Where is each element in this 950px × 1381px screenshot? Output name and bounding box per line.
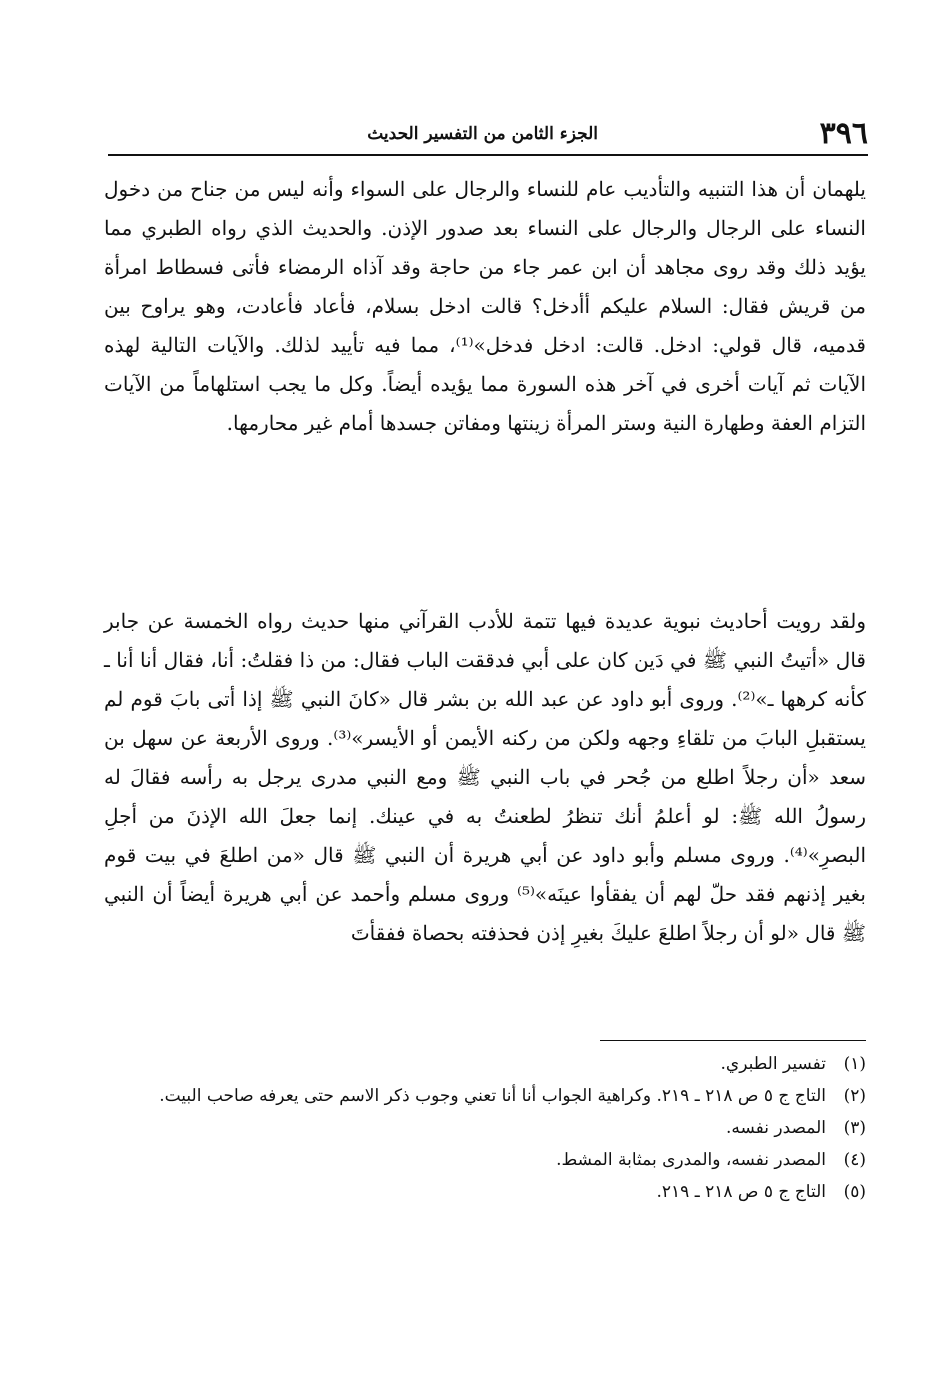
footnote-item <box>104 1176 866 1208</box>
page-number: ٣٩٦ <box>819 116 868 151</box>
footnote-text: التاج ج ٥ ص ٢١٨ ـ ٢١٩. <box>656 1182 826 1202</box>
running-title: الجزء الثامن من التفسير الحديث <box>367 124 598 144</box>
footnote-text: المصدر نفسه، والمدرى بمثابة المشط. <box>556 1150 826 1170</box>
footnotes-list <box>104 1048 866 1208</box>
footnote-number: (٤) <box>843 1150 866 1170</box>
body-paragraph-1: يلهمان أن هذا التنبيه والتأديب عام للنساء والرجال على السواء وأنه ليس من جناح من دخول النساء على الرجال والرجال على النساء بعد صدور الإذن. والحديث الذي رواه الطبري مما يؤيد ذلك وقد روى مجاهد أن ابن عمر جاء من حاجة وقد آذاه الرمضاء فأتى فسطاط امرأة من قريش فقال: السلام عليكم أأدخل؟ قالت ادخل بسلام، فأعاد فأعادت، وهو يراوح بين قدميه، قال قولي: ادخل. قالت: ادخل فدخل»⁽¹⁾، مما فيه تأييد لذلك. والآيات التالية لهذه الآيات ثم آيات أخرى في آخر هذه السورة مما يؤيده أيضاً. وكل ما يجب استلهاماً من الآيات التزام العفة وطهارة النية وستر المرأة زينتها ومفاتن جسدها أمام غير محارمها. <box>104 177 866 435</box>
footnote-text: المصدر نفسه. <box>725 1118 826 1138</box>
footnote-item <box>104 1144 866 1176</box>
footnote-separator <box>600 1040 866 1041</box>
footnote-number: (٣) <box>843 1118 866 1138</box>
footnote-item <box>104 1080 866 1112</box>
footnote-text: تفسير الطبري. <box>720 1054 826 1074</box>
footnote-text: التاج ج ٥ ص ٢١٨ ـ ٢١٩. وكراهية الجواب أنا أنا تعني وجوب ذكر الاسم حتى يعرفه صاحب البيت. <box>159 1086 826 1106</box>
footnote-item <box>104 1112 866 1144</box>
footnote-number: (٥) <box>843 1182 866 1202</box>
footnote-item <box>104 1048 866 1080</box>
footnote-number: (٢) <box>843 1086 866 1106</box>
page-header <box>108 112 868 156</box>
footnote-number: (١) <box>843 1054 866 1074</box>
body-paragraph-2: ولقد رويت أحاديث نبوية عديدة فيها تتمة للأدب القرآني منها حديث رواه الخمسة عن جابر قال «أتيتُ النبي ﷺ في دَين كان على أبي فدققت الباب فقال: من ذا فقلتُ: أنا، فقال أنا أنا ـ كأنه كرهها ـ»⁽²⁾. وروى أبو داود عن عبد الله بن بشر قال «كانَ النبي ﷺ إذا أتى بابَ قوم لم يستقبلِ البابَ من تلقاءِ وجهه ولكن من ركنه الأيمن أو الأيسر»⁽³⁾. وروى الأربعة عن سهل بن سعد «أن رجلاً اطلع من جُحر في باب النبي ﷺ ومع النبي مدرى يرجل به رأسه فقالَ له رسولُ الله ﷺ: لو أعلمُ أنك تنظرُ لطعنتُ به في عينك. إنما جعلَ الله الإذنَ من أجلِ البصرِ»⁽⁴⁾. وروى مسلم وأبو داود عن أبي هريرة أن النبي ﷺ قال «من اطلعَ في بيت قوم بغير إذنهم فقد حلّ لهم أن يفقأوا عينَه»⁽⁵⁾ وروى مسلم وأحمد عن أبي هريرة أيضاً أن النبي ﷺ قال «لو أن رجلاً اطلعَ عليكَ بغيرِ إذن فحذفته بحصاة ففقأتَ <box>104 609 866 945</box>
